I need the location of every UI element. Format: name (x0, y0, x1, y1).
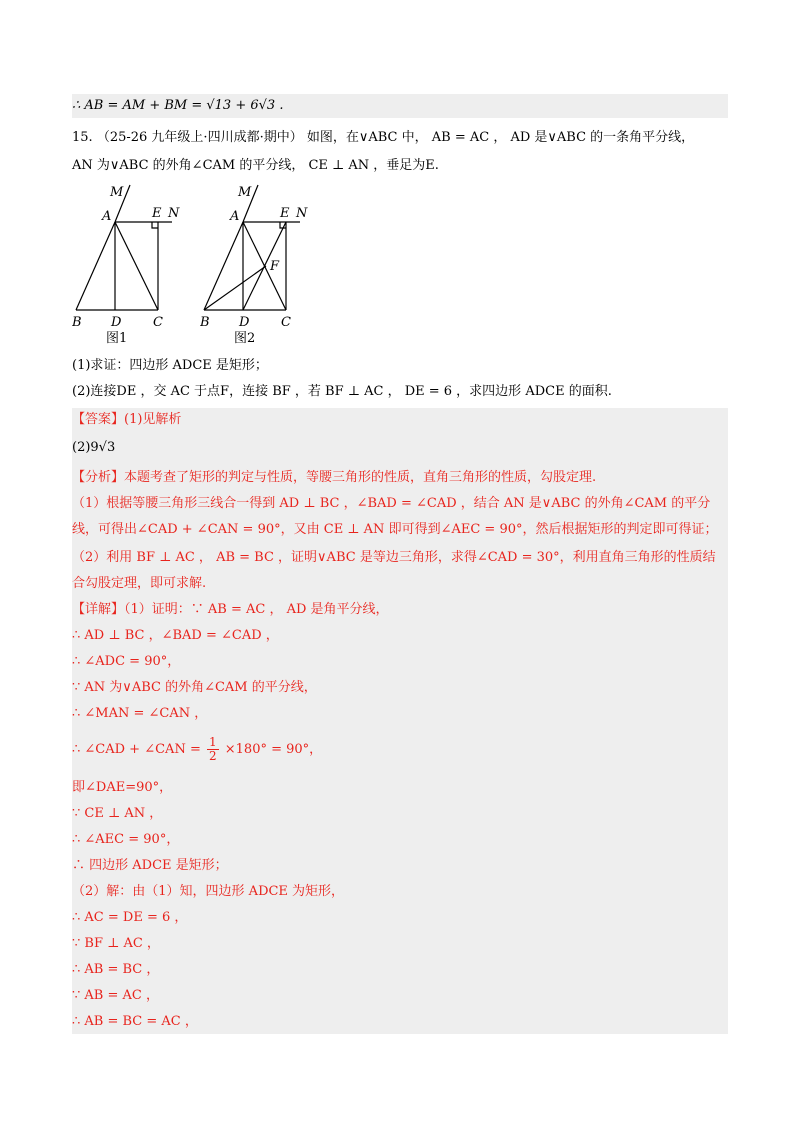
answer-2: (2)9√3 (72, 440, 116, 455)
detail-l4: ∵ AN 为∨ABC 的外角∠CAM 的平分线， (72, 680, 317, 695)
analysis-p1a-row (72, 494, 710, 514)
fig1-label-n: N (168, 206, 180, 221)
detail-l6b: ×180° = 90°， (224, 742, 323, 757)
answer-1: (1)见解析 (124, 412, 182, 427)
fig2-label-c: C (281, 315, 291, 330)
fig2-caption: 图2 (234, 331, 256, 346)
fraction-denominator: 2 (208, 749, 217, 763)
fig1-label-b: B (72, 315, 82, 330)
fig2-label-f: F (270, 259, 280, 274)
fig2-label-m: M (238, 185, 252, 200)
fig1-segment-ac (115, 222, 158, 310)
detail-l11: （2）解：由（1）知，四边形 ADCE 为矩形， (72, 884, 345, 899)
detail-l15: ∵ AB = AC ， (72, 988, 159, 1003)
fig1-label-c: C (153, 315, 163, 330)
detail-row-12 (72, 908, 187, 928)
detail-l13: ∵ BF ⊥ AC ， (72, 936, 160, 951)
fig1-caption: 图1 (106, 331, 128, 346)
analysis-intro-row (72, 468, 596, 488)
detail-l5: ∴ ∠MAN = ∠CAN ， (72, 706, 208, 721)
problem-source: （25-26 九年级上·四川成都·期中） (96, 130, 303, 145)
detail-l7: 即∠DAE=90°， (72, 780, 173, 795)
detail-l3: ∴ ∠ADC = 90°， (72, 654, 181, 669)
detail-row-15 (72, 986, 159, 1006)
detail-row-8 (72, 804, 162, 824)
fig2-label-a: A (230, 209, 240, 224)
detail-row-3 (72, 652, 180, 672)
detail-l6a: ∴ ∠CAD + ∠CAN = (72, 742, 201, 757)
detail-l10: ∴ 四边形 ADCE 是矩形； (72, 858, 228, 873)
detail-row-7 (72, 778, 172, 798)
fig2-label-d: D (239, 315, 250, 330)
detail-l12: ∴ AC = DE = 6 ， (72, 910, 188, 925)
fig1-label-m: M (110, 185, 124, 200)
problem-line-1 (72, 128, 694, 148)
detail-row-13 (72, 934, 160, 954)
detail-row-2 (72, 626, 279, 646)
analysis-p2b-row (72, 574, 206, 594)
analysis-label: 【分析】 (72, 470, 125, 485)
problem-line-2 (72, 156, 439, 176)
detail-row-4 (72, 678, 317, 698)
figure-1 (72, 180, 192, 350)
detail-row-11 (72, 882, 344, 902)
fig1-label-d: D (111, 315, 122, 330)
fig1-segment-ab (76, 222, 115, 310)
problem-number: 15. (72, 130, 93, 145)
problem-text-2: AN 为∨ABC 的外角∠CAM 的平分线， CE ⊥ AN ，垂足为E. (72, 158, 439, 173)
analysis-p2a-row (72, 548, 716, 568)
analysis-p2b: 合勾股定理，即可求解. (72, 576, 207, 591)
detail-row-9 (72, 830, 179, 850)
analysis-p1b-row (72, 520, 717, 540)
fig1-label-e: E (152, 206, 162, 221)
figure-2 (200, 180, 320, 350)
fig2-label-n: N (296, 206, 308, 221)
fraction-numerator: 1 (208, 735, 217, 749)
analysis-p1b: 线，可得出∠CAD + ∠CAN = 90°，又由 CE ⊥ AN 即可得到∠AEC = 90°，然后根据矩形的判定即可得证； (72, 522, 718, 537)
fig1-right-angle-mark (152, 222, 158, 228)
fraction-half (207, 736, 219, 763)
detail-l16: ∴ AB = BC = AC ， (72, 1014, 198, 1029)
question-1-text: (1)求证：四边形 ADCE 是矩形； (72, 358, 268, 373)
detail-l14: ∴ AB = BC ， (72, 962, 160, 977)
previous-conclusion: ∴ AB = AM + BM = √13 + 6√3 . (72, 98, 284, 113)
answer-row-2 (72, 438, 115, 458)
fig2-label-e: E (280, 206, 290, 221)
detail-row-10 (72, 856, 228, 876)
detail-l2: ∴ AD ⊥ BC ，∠BAD = ∠CAD ， (72, 628, 279, 643)
detail-row-16 (72, 1012, 198, 1032)
detail-row-14 (72, 960, 159, 980)
fig2-label-b: B (200, 315, 210, 330)
detail-row-1 (72, 600, 389, 620)
question-2-text: (2)连接DE ，交 AC 于点F，连接 BF ，若 BF ⊥ AC ， DE = 6 ，求四边形 ADCE 的面积. (72, 384, 612, 399)
question-1 (72, 356, 268, 376)
answer-label: 【答案】 (72, 412, 125, 427)
detail-row-6 (72, 736, 322, 764)
problem-text-1: 如图，在∨ABC 中， AB = AC ， AD 是∨ABC 的一条角平分线， (306, 130, 695, 145)
analysis-p1a: （1）根据等腰三角形三线合一得到 AD ⊥ BC ，∠BAD = ∠CAD ，结合 AN 是∨ABC 的外角∠CAM 的平分 (72, 496, 711, 511)
detail-l1: （1）证明：∵ AB = AC ， AD 是角平分线， (124, 602, 389, 617)
detail-l8: ∵ CE ⊥ AN ， (72, 806, 163, 821)
answer-row-1 (72, 410, 181, 430)
question-2 (72, 382, 612, 402)
detail-label: 【详解】 (72, 602, 125, 617)
analysis-intro: 本题考查了矩形的判定与性质，等腰三角形的性质，直角三角形的性质，勾股定理. (124, 470, 597, 485)
analysis-p2a: （2）利用 BF ⊥ AC ， AB = BC ，证明∨ABC 是等边三角形，求得∠CAD = 30°，利用直角三角形的性质结 (72, 550, 716, 565)
detail-row-5 (72, 704, 207, 724)
fig1-label-a: A (102, 209, 112, 224)
detail-l9: ∴ ∠AEC = 90°， (72, 832, 180, 847)
previous-conclusion-row (72, 94, 728, 118)
